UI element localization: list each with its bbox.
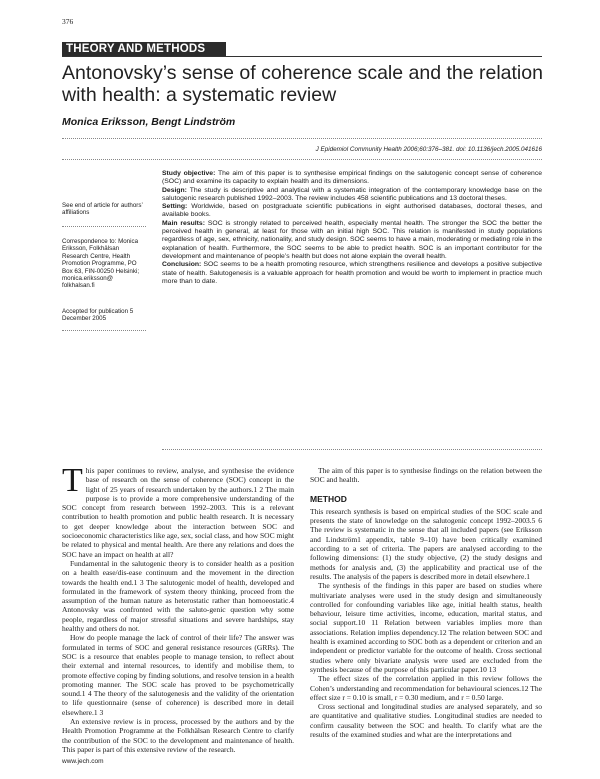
paragraph-text: his paper continues to review, analyse, and synthesise the evidence base of research on the sense of coherence (SOC) concept in the light of 25 years of research undertaken by the authors.1 2 The main purpose is to provide a more comprehensive understanding of the SOC concept from research between 1992–2003. This is a relevant contribution to health promotion and public health research. It is necessary to get deeper knowledge about the interaction between SOC and socioeconomic characteristics like age, sex, social class, and how SOC might be related to physical and mental health. Are there any relations and does the SOC have an impact on health at all? xyxy=(62,466,294,559)
abstract-setting-label: Setting: xyxy=(162,203,188,211)
title-rule xyxy=(62,56,542,57)
body-paragraph xyxy=(62,462,294,559)
drop-cap: T xyxy=(62,462,83,499)
body-paragraph: The synthesis of the findings in this paper are based on studies where multivariate analyses were used in the study design and simultaneously controlled for confounding variables like age, initial health status, health behaviour, leisure time activities, income, education, marital status, and social support.10 11 Relation between variables implies more than associations. Relation implies dependency.12 The relation between SOC and health is examined according to SOC both as a dependent or criterion and an independent or predictor variable for the outcome of health. Cross sectional studies where only bivariate analysis were used are excluded from the synthesis because of the purpose of this particular paper.10 13 xyxy=(310,581,542,674)
dotted-divider xyxy=(62,159,542,160)
abstract-conclusion-text: SOC seems to be a health promoting resource, which strengthens resilience and develops a positive subjective state of health. Salutogenesis is a valuable approach for health promotion and would be worth to implement in practice much more than to date. xyxy=(162,261,542,285)
abstract-results-text: SOC is strongly related to perceived health, especially mental health. The stronger the SOC the better the perceived health in general, at least for those with an initial high SOC. This relation is manifested in study populations regardless of age, sex, ethnicity, nationality, and study design. SOC seems to have a main, moderating or mediating role in the explanation of health. Furthermore, the SOC seems to be able to predict health. SOC is an important contributor for the development and maintenance of people’s health but does not alone explain the overall health. xyxy=(162,219,542,260)
affiliations-note: See end of article for authors’ affiliations xyxy=(62,202,143,217)
body-paragraph: How do people manage the lack of control of their life? The answer was formulated in terms of SOC and general resistance resources (GRRs). The SOC is a resource that enables people to manage tension, to reflect about their external and internal resources, to identify and mobilise them, to promote effective coping by finding solutions, and resolve tension in a health promoting manner. The SOC scale has proved to be psychometrically sound.1 4 The theory of the salutogenesis and the validity of the orientation to life questionnaire (sense of coherence) is described more in detail elsewhere.1 3 xyxy=(62,633,294,717)
accepted-date: Accepted for publication 5 December 2005 xyxy=(62,308,134,323)
abstract xyxy=(162,170,542,286)
body-column-right xyxy=(310,466,542,739)
abstract-design-label: Design: xyxy=(162,186,187,194)
abstract-objective-label: Study objective: xyxy=(162,170,216,177)
footer-url: www.jech.com xyxy=(62,758,104,765)
abstract-objective-text: The aim of this paper is to synthesise empirical findings on the salutogenic concept sense of coherence (SOC) and examine its capacity to explain health and its dimensions. xyxy=(162,170,542,186)
section-banner: THEORY AND METHODS xyxy=(62,42,226,56)
body-paragraph: Cross sectional and longitudinal studies are analysed separately, and so are quantitative and qualitative studies. Longitudinal studies are needed to confirm causality between the SOC and health. To clarify what are the results of the examined studies and what are the interpretations and xyxy=(310,702,542,740)
body-paragraph: This research synthesis is based on empirical studies of the SOC scale and presents the state of knowledge on the salutogenic concept 1992–2003.5 6 The review is systematic in the sense that all included papers (see Eriksson and Lindström1 appendix, table 9–10) have been critically examined according to a set of criteria. The papers are analysed according to the following dimensions: (1) the study objective, (2) the study designs and methods for analysis and, (3) the applicability and practical use of the results. The analysis of the papers is described more in detail elsewhere.1 xyxy=(310,506,542,581)
body-paragraph: The effect sizes of the correlation applied in this review follows the Cohen’s understanding and recommendation for behavioural sciences.12 The effect size r = 0.10 is small, r = 0.30 medium, and r = 0.50 large. xyxy=(310,674,542,702)
method-heading: METHOD xyxy=(310,493,347,504)
body-paragraph: The aim of this paper is to synthesise findings on the relation between the SOC and health. xyxy=(310,466,542,485)
abstract-setting-text: Worldwide, based on postgraduate scientific publications in eight authorised databases, doctoral theses, and available books. xyxy=(162,203,542,219)
citation-line: J Epidemiol Community Health 2006;60:376–381. doi: 10.1136/jech.2005.041616 xyxy=(315,146,542,153)
article-title: Antonovsky’s sense of coherence scale and the relation with health: a systematic review xyxy=(62,62,543,106)
body-column-left xyxy=(62,462,294,754)
author-list: Monica Eriksson, Bengt Lindström xyxy=(62,116,236,128)
body-paragraph: Fundamental in the salutogenic theory is to consider health as a position on a health ease/dis-ease continuum and the movement in the direction towards the health end.1 3 The salutogenic model of health, developed and formulated in the framework of system theory thinking, proceed from the assumption of the human nature as heterostatic rather than homoeostatic.4 Antonovsky was confronted with the saluto-genic question why some people, regardless of major stressful situations and severe hardships, stay healthy and others do not. xyxy=(62,558,294,634)
page-number: 376 xyxy=(62,17,74,26)
abstract-bottom-divider xyxy=(162,449,542,450)
sidebar-divider xyxy=(62,330,146,331)
body-paragraph: An extensive review is in process, processed by the authors and by the Health Promotion Programme at the Folkhälsan Research Centre to clarify the contribution of the SOC to the development and maintenance of health. This paper is part of this extensive review of the research. xyxy=(62,717,294,754)
sidebar-divider xyxy=(62,226,146,227)
abstract-design-text: The study is descriptive and analytical with a systematic integration of the contemporary knowledge base on the salutogenic research published 1992–2003. The review includes 458 scientific publications and 13 doctoral theses. xyxy=(162,186,543,202)
dotted-divider xyxy=(62,138,542,139)
abstract-conclusion-label: Conclusion: xyxy=(162,261,202,269)
correspondence-address: Correspondence to: Monica Eriksson, Folkhälsan Research Centre, Health Promotion Programme, PO Box 63, FIN-00250 Helsinki; monica.eriksson@ folkhalsan.fi xyxy=(62,238,140,290)
abstract-results-label: Main results: xyxy=(162,219,205,227)
